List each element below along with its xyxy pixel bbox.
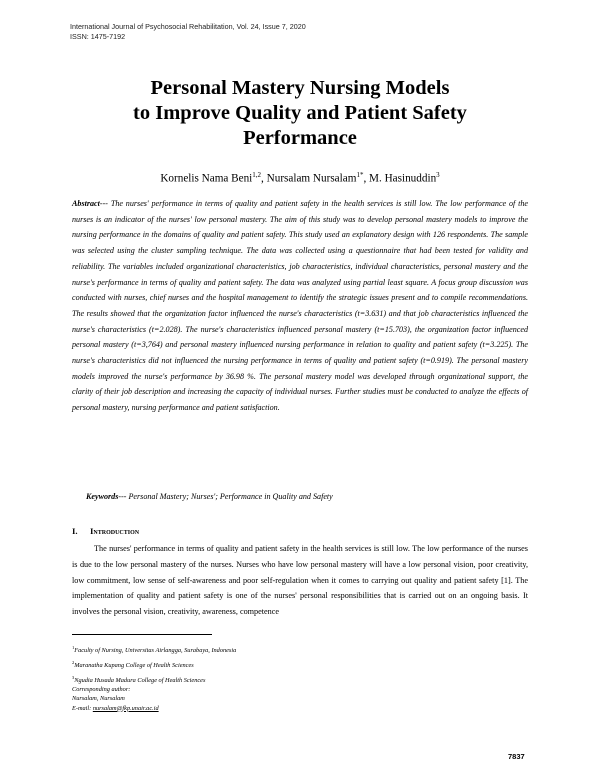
- author-separator: ,: [363, 172, 370, 185]
- keywords-label: Keywords---: [86, 492, 127, 501]
- footnote: [72, 657, 512, 672]
- corresponding-label: Corresponding author:: [72, 686, 131, 693]
- footnote-mark: 3: [72, 675, 75, 681]
- abstract: [72, 196, 528, 416]
- footnote-mark: 1: [72, 645, 75, 650]
- corresponding-name: Nursalam, Nursalam: [72, 695, 125, 703]
- footnotes: [72, 642, 512, 687]
- author-affiliation-mark: 3: [436, 171, 440, 179]
- page-number: 7837: [508, 752, 525, 761]
- journal-citation: International Journal of Psychosocial Rehabilitation, Vol. 24, Issue 7, 2020: [70, 22, 306, 31]
- author-name: M. Hasinuddin: [369, 172, 437, 185]
- email-link[interactable]: nursalam@fkp.unair.ac.id: [92, 704, 159, 712]
- journal-header: [70, 22, 306, 42]
- author-affiliation-mark: 1,2: [252, 171, 262, 179]
- corresponding-email-line: [72, 704, 372, 713]
- intro-paragraph: The nurses' performance in terms of quality and patient safety in the health services is still low. The low performance of the nurses is due to the low personal mastery of the nurses. Nurses who have low personal mastery will have a low personal vision, poor creativity, low commitment, low sense of self-awareness and poor self-regulation when it comes to carrying out quality and patient safety [1]. The implementation of quality and patient safety is one of the nurses' personal responsibilities that is carried out on an ongoing basis. It involves the personal vision, creativity, awareness, competence: [72, 544, 528, 617]
- author-name: Nursalam Nursalam: [266, 172, 357, 185]
- footnote-text: Faculty of Nursing, Universitas Airlangga, Surabaya, Indonesia: [74, 647, 237, 655]
- section-number: I.: [72, 526, 78, 536]
- section-title: Introduction: [90, 526, 140, 536]
- author-name: Kornelis Nama Beni: [160, 172, 253, 185]
- author-affiliation-mark: 1*: [356, 171, 364, 179]
- paper-title: [40, 76, 560, 151]
- title-line: Personal Mastery Nursing Models: [150, 77, 450, 99]
- footnote-divider: [72, 634, 212, 635]
- footnote-text: Maranatha Kupang College of Health Sciences: [74, 662, 194, 670]
- title-line: Performance: [243, 127, 357, 149]
- email-label: E-mail:: [72, 704, 93, 712]
- footnote: [72, 642, 512, 657]
- abstract-label: Abstract---: [72, 199, 108, 208]
- keywords: [86, 491, 526, 503]
- issn: ISSN: 1475-7192: [70, 32, 126, 41]
- title-line: to Improve Quality and Patient Safety: [133, 102, 467, 124]
- corresponding-author: [72, 685, 372, 713]
- footnote-mark: 2: [72, 660, 75, 666]
- footnote-text: Ngudia Husada Madura College of Health Sciences: [74, 677, 206, 685]
- author-separator: ,: [261, 172, 267, 185]
- section-heading: [72, 525, 139, 537]
- keywords-text: Personal Mastery; Nurses'; Performance in Quality and Safety: [126, 492, 333, 501]
- abstract-text: The nurses' performance in terms of quality and patient safety in the health services is still low. The low performance of the nurses is an indicator of the nurses' low personal mastery. The aim of this study was to develop personal mastery models to improve the nursing performance in the domains of quality and patient safety. This study used an explanatory design with 126 respondents. The sample was selected using the cluster sampling technique. The data was collected using a questionnaire that had been tested for validity and reliability. The variables included organizational characteristics, job characteristics, individual characteristics, personal mastery and the nurse's performance in terms of quality and patient safety. The data was analyzed using partial least square. A focus group discussion was conducted with nurses, chief nurses and the hospital management to identify the strategic issues present and to compile recommendations. The results showed that the organization factor influenced the nurse's characteristics (t=3.631) and that job characteristics influenced the nurse's characteristics (t=2.028). The nurse's characteristics influenced personal mastery (t=15.703), the organization factor influenced personal mastery (t=3,764) and personal mastery influenced nursing performance in relation to quality and patient safety (t=3.225). The nurse's characteristics did not influenced the nursing performance in terms of quality and patient safety (t=0.919). The personal mastery models improved the nurse's performance by 36.98 %. The personal mastery model was developed through organizational support, the clarity of their job description and increasing the capacity of individual nurses. Further studies must be conducted to analyze the effects of personal mastery, nursing performance and patient satisfaction.: [72, 199, 528, 413]
- author-list: [40, 168, 560, 186]
